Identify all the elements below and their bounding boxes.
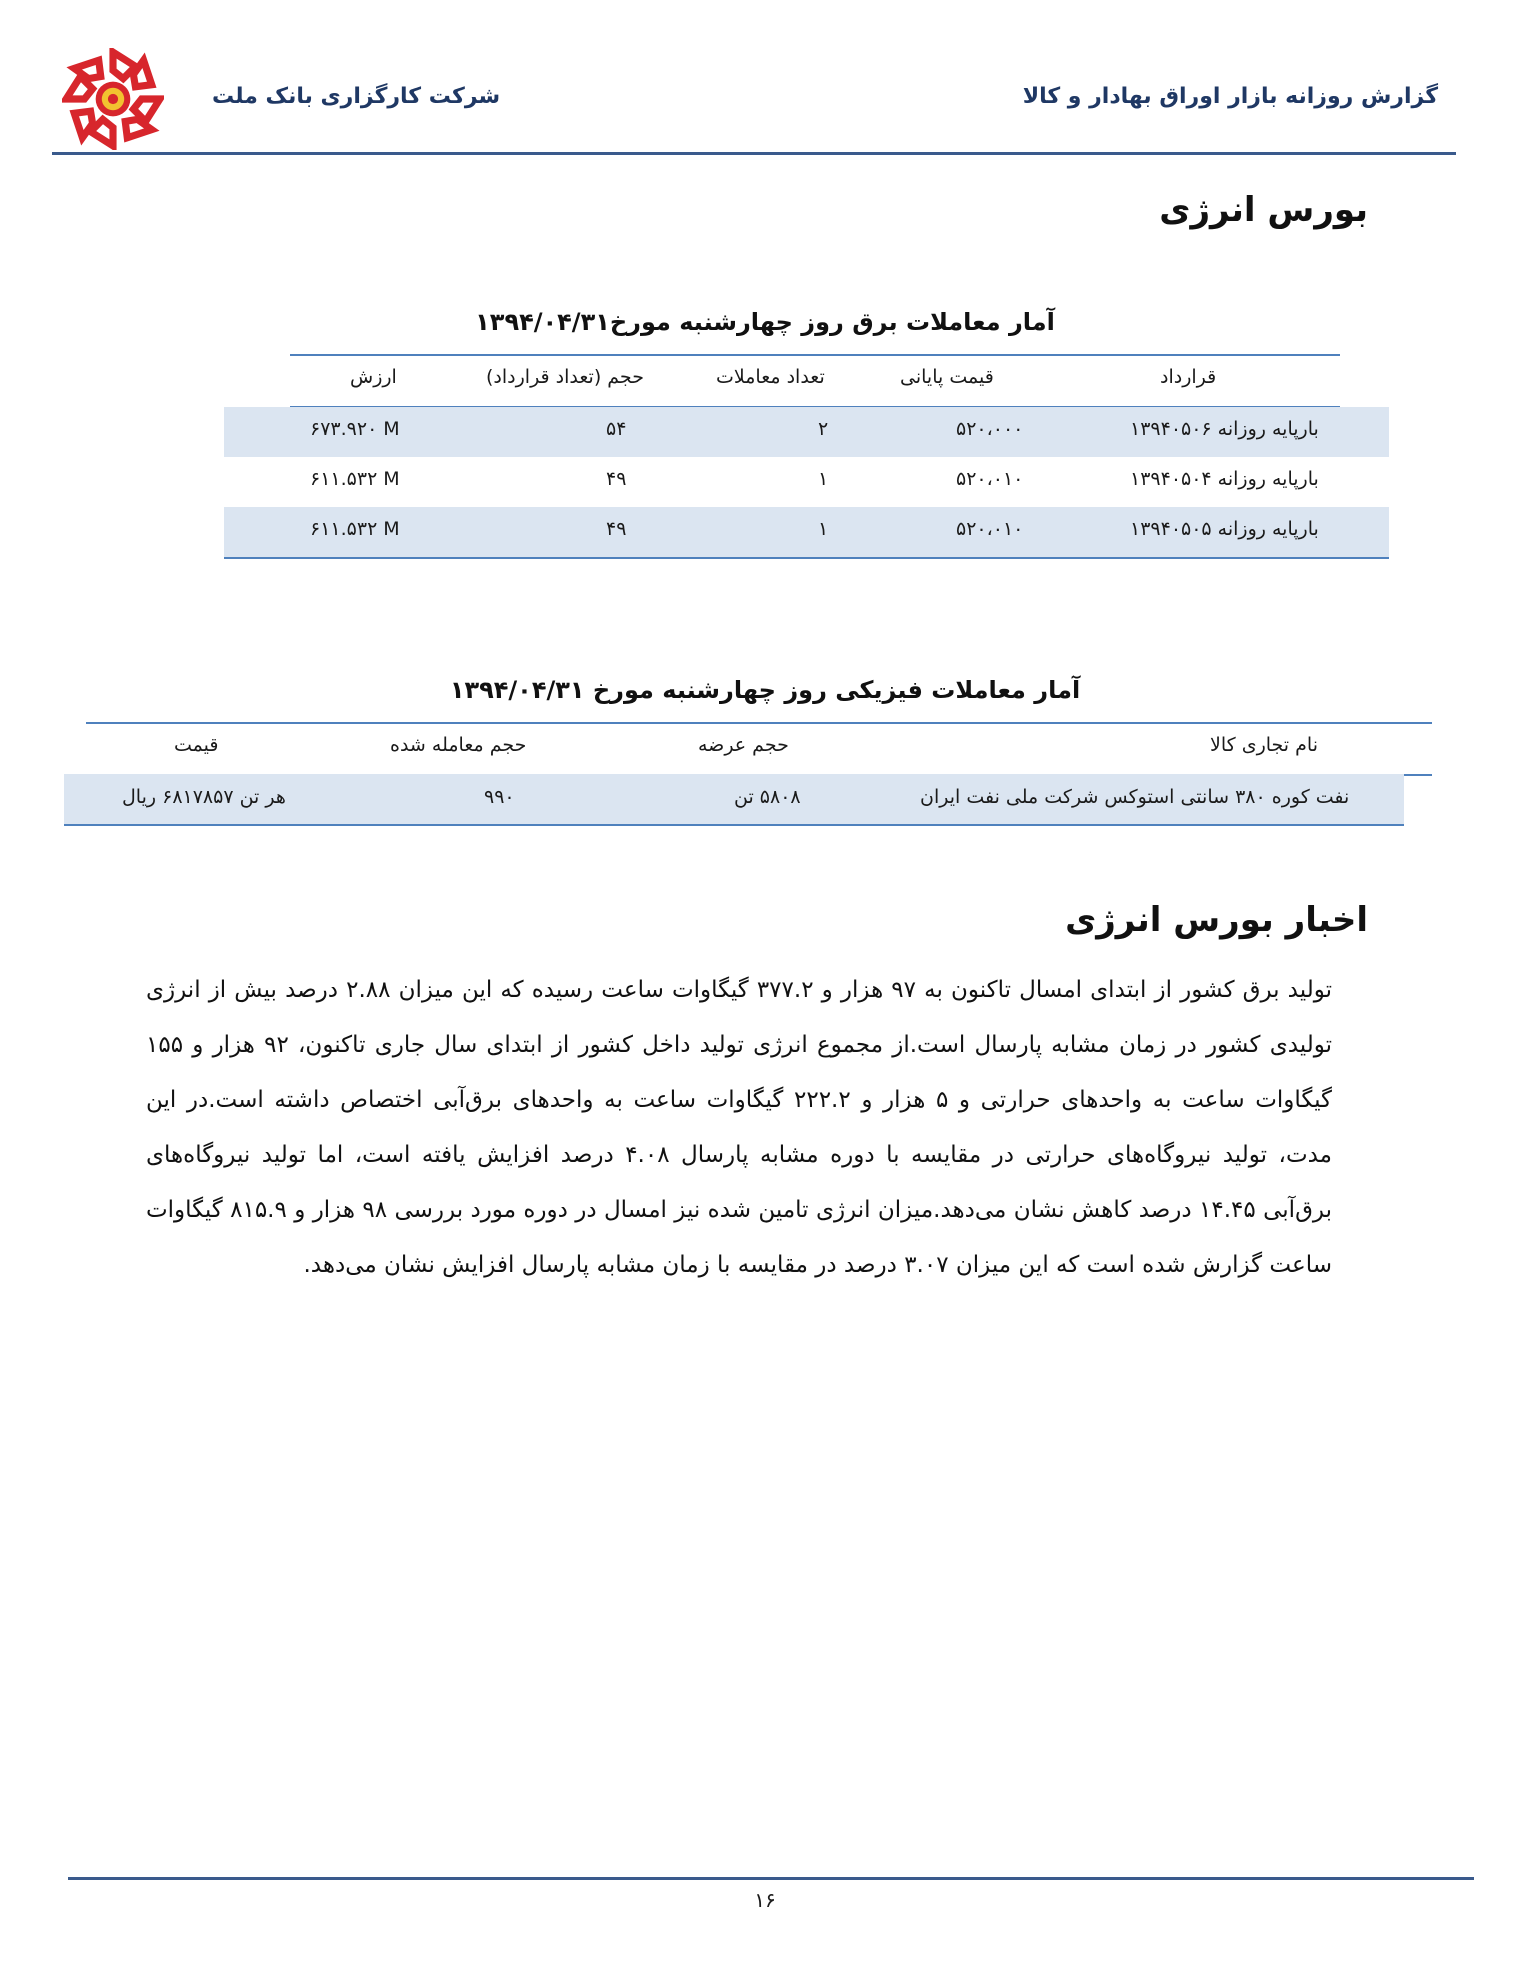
- electricity-table-bottom-border: [224, 557, 1389, 559]
- electricity-col-contract: قرارداد: [1160, 366, 1217, 388]
- physical-col-supply: حجم عرضه: [698, 734, 789, 756]
- row2-value: ۶۱۱.۵۳۲ M: [310, 468, 400, 490]
- row3-trade-count: ۱: [818, 518, 829, 540]
- row2-contract: بارپایه روزانه ۱۳۹۴۰۵۰۴: [1130, 468, 1319, 490]
- physical-row1-supply: ۵۸۰۸ تن: [734, 786, 801, 808]
- mellat-bank-logo-icon: [62, 48, 164, 150]
- row3-value: ۶۱۱.۵۳۲ M: [310, 518, 400, 540]
- row1-contract: بارپایه روزانه ۱۳۹۴۰۵۰۶: [1130, 418, 1319, 440]
- company-name: شرکت کارگزاری بانک ملت: [212, 84, 501, 109]
- report-title: گزارش روزانه بازار اوراق بهادار و کالا: [1022, 84, 1438, 109]
- row3-contract: بارپایه روزانه ۱۳۹۴۰۵۰۵: [1130, 518, 1319, 540]
- footer-divider: [68, 1877, 1474, 1880]
- section-title: بورس انرژی: [1159, 190, 1368, 230]
- row2-final-price: ۵۲۰،۰۱۰: [956, 468, 1024, 490]
- electricity-col-value: ارزش: [350, 366, 397, 388]
- news-title: اخبار بورس انرژی: [1065, 900, 1368, 940]
- physical-table-caption: آمار معاملات فیزیکی روز چهارشنبه مورخ ۱۳۹۴/۰۴/۳۱: [449, 676, 1081, 704]
- page-number: ۱۶: [754, 1888, 776, 1912]
- physical-row1-traded: ۹۹۰: [484, 786, 515, 808]
- row3-final-price: ۵۲۰،۰۱۰: [956, 518, 1024, 540]
- physical-col-price: قیمت: [174, 734, 219, 756]
- news-paragraph: تولید برق کشور از ابتدای امسال تاکنون به ۹۷ هزار و ۳۷۷.۲ گیگاوات ساعت رسیده که این میزان ۲.۸۸ درصد بیش از انرژی تولیدی کشور در زمان مشابه پارسال است.از مجموع انرژی تولید داخل کشور از ابتدای سال جاری تاکنون، ۹۲ هزار و ۱۵۵ گیگاوات ساعت به واحدهای حرارتی و ۵ هزار و ۲۲۲.۲ گیگاوات ساعت به واحدهای برق‌آبی اختصاص داشته است.در این مدت، تولید نیروگاه‌های حرارتی در مقایسه با دوره مشابه پارسال ۴.۰۸ درصد افزایش یافته است، اما تولید نیروگاه‌های برق‌آبی ۱۴.۴۵ درصد کاهش نشان می‌دهد.میزان انرژی تامین شده نیز امسال در دوره مورد بررسی ۹۸ هزار و ۸۱۵.۹ گیگاوات ساعت گزارش شده است که این میزان ۳.۰۷ درصد در مقایسه با زمان مشابه پارسال افزایش نشان می‌دهد.: [146, 977, 1333, 1278]
- row1-final-price: ۵۲۰،۰۰۰: [956, 418, 1024, 440]
- row2-volume: ۴۹: [606, 468, 627, 490]
- row1-trade-count: ۲: [818, 418, 829, 440]
- electricity-table-caption: آمار معاملات برق روز چهارشنبه مورخ۱۳۹۴/۰۴/۳۱: [475, 308, 1055, 336]
- header-divider: [52, 152, 1456, 155]
- electricity-col-trade-count: تعداد معاملات: [716, 366, 825, 388]
- physical-col-traded: حجم معامله شده: [390, 734, 527, 756]
- row2-trade-count: ۱: [818, 468, 829, 490]
- row1-value: ۶۷۳.۹۲۰ M: [310, 418, 400, 440]
- physical-table-bottom-border: [64, 824, 1404, 826]
- row1-volume: ۵۴: [606, 418, 627, 440]
- electricity-col-final-price: قیمت پایانی: [900, 366, 994, 388]
- physical-row1-commodity: نفت کوره ۳۸۰ سانتی استوکس شرکت ملی نفت ایران: [920, 786, 1350, 808]
- physical-row1-price: هر تن ۶۸۱۷۸۵۷ ریال: [122, 786, 286, 808]
- electricity-col-volume: حجم (تعداد قرارداد): [486, 366, 644, 388]
- row3-volume: ۴۹: [606, 518, 627, 540]
- physical-col-commodity: نام تجاری کالا: [1210, 734, 1318, 756]
